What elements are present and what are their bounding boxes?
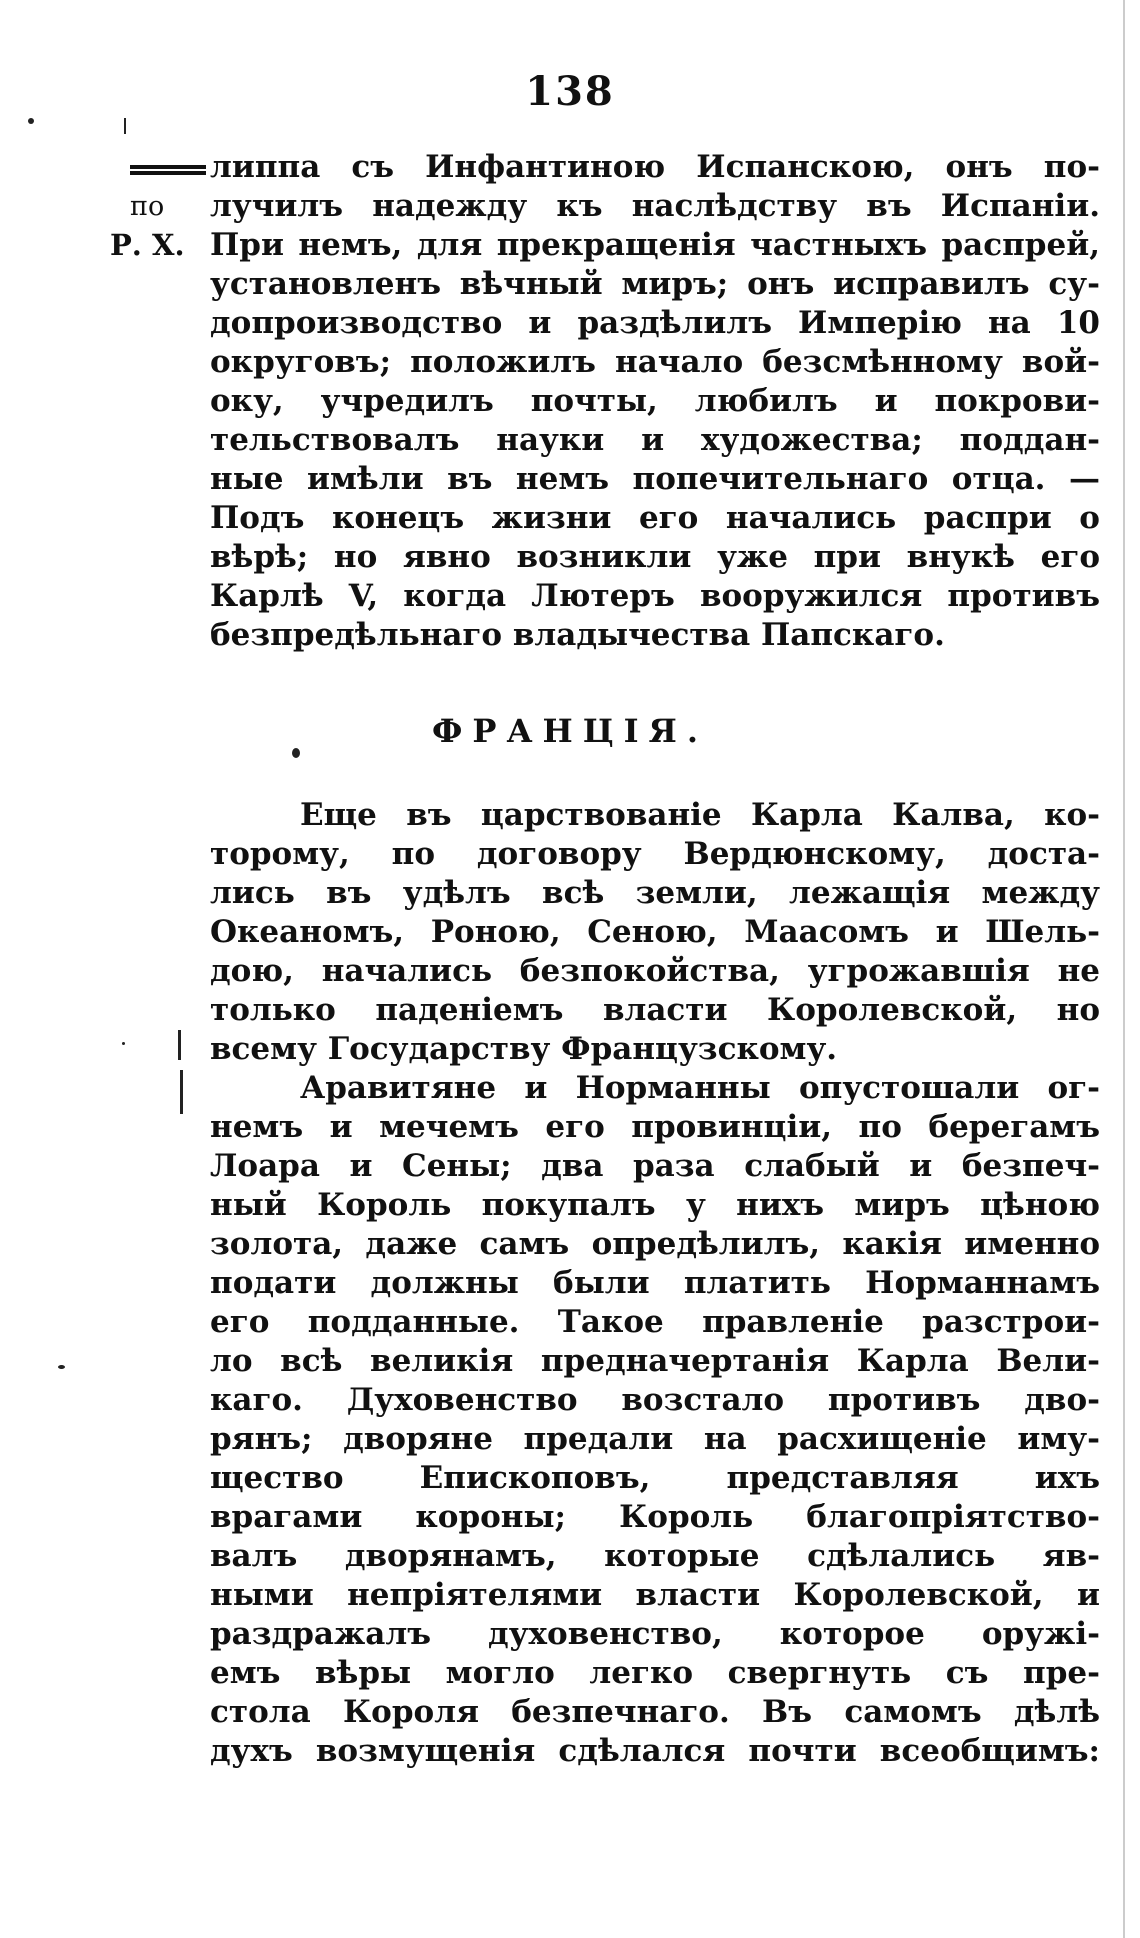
text-line: емъ вѣры могло легко свергнуть съ пре- — [210, 1655, 1100, 1691]
scan-speck — [58, 1365, 65, 1369]
margin-mark — [124, 118, 126, 134]
text-line: Океаномъ, Роною, Сеною, Маасомъ и Шель- — [210, 914, 1100, 950]
section-rule-mark — [130, 165, 206, 175]
text-line: ными непріятелями власти Королевской, и — [210, 1577, 1100, 1613]
text-line: лучилъ надежду къ наслѣдству въ Испаніи. — [210, 188, 1100, 224]
text-line: При немъ, для прекращенія частныхъ распрей, — [210, 227, 1100, 263]
text-line: установленъ вѣчный миръ; онъ исправилъ су- — [210, 266, 1100, 302]
text-line: всему Государству Французскому. — [210, 1031, 838, 1067]
text-line: допроизводство и раздѣлилъ Имперію на 10 — [210, 305, 1100, 341]
text-line: валъ дворянамъ, которые сдѣлались яв- — [210, 1538, 1100, 1574]
text-line: стола Короля безпечнаго. Въ самомъ дѣлѣ — [210, 1694, 1100, 1730]
text-line: вѣрѣ; но явно возникли уже при внукѣ его — [210, 539, 1100, 575]
text-line: липпа съ Инфантиною Испанскою, онъ по- — [210, 149, 1100, 185]
text-line: тельствовалъ науки и художества; поддан- — [210, 422, 1100, 458]
text-line: немъ и мечемъ его провинціи, по берегамъ — [210, 1109, 1100, 1145]
text-line: ный Король покупалъ у нихъ миръ цѣною — [210, 1187, 1100, 1223]
margin-note-po: по — [130, 191, 165, 222]
text-line: Карлѣ V, когда Лютеръ вооружился противъ — [210, 578, 1100, 614]
text-line: Подъ конецъ жизни его начались распри о — [210, 500, 1100, 536]
scan-speck — [28, 118, 34, 124]
text-line: торому, по договору Вердюнскому, доста- — [210, 836, 1100, 872]
text-line: ло всѣ великія предначертанія Карла Вели- — [210, 1343, 1100, 1379]
text-line: подати должны были платить Норманнамъ — [210, 1265, 1100, 1301]
text-line: Лоара и Сены; два раза слабый и безпеч- — [210, 1148, 1100, 1184]
margin-note-rh: Р. Х. — [110, 228, 185, 262]
text-line: ные имѣли въ немъ попечительнаго отца. — — [210, 461, 1100, 497]
text-line: лись въ удѣлъ всѣ земли, лежащія между — [210, 875, 1100, 911]
text-line: только паденіемъ власти Королевской, но — [210, 992, 1100, 1028]
text-line: дою, начались безпокойства, угрожавшія не — [210, 953, 1100, 989]
scan-speck — [122, 1042, 125, 1045]
margin-mark — [180, 1070, 183, 1114]
text-line: оку, учредилъ почты, любилъ и покрови- — [210, 383, 1100, 419]
scan-speck — [292, 748, 300, 758]
text-line: безпредѣльнаго владычества Папскаго. — [210, 617, 945, 653]
section-heading: ФРАНЦІЯ. — [432, 712, 708, 750]
text-line: Аравитяне и Норманны опустошали ог- — [300, 1070, 1100, 1106]
text-line: щество Епископовъ, представляя ихъ — [210, 1460, 1100, 1496]
text-line: врагами короны; Король благопріятство- — [210, 1499, 1100, 1535]
text-line: округовъ; положилъ начало безсмѣнному вой- — [210, 344, 1100, 380]
page-edge — [1123, 0, 1125, 1938]
margin-mark — [178, 1030, 181, 1060]
text-line: его подданные. Такое правленіе разстрои- — [210, 1304, 1100, 1340]
section-body — [210, 796, 1100, 1771]
page-number: 138 — [525, 68, 615, 115]
text-line: раздражалъ духовенство, которое оружі- — [210, 1616, 1100, 1652]
text-line: духъ возмущенія сдѣлался почти всеобщимъ: — [210, 1733, 1100, 1769]
text-line: Еще въ царствованіе Карла Калва, ко- — [300, 797, 1100, 833]
text-line: золота, даже самъ опредѣлилъ, какія именно — [210, 1226, 1100, 1262]
text-line: каго. Духовенство возстало противъ дво- — [210, 1382, 1100, 1418]
paragraph-continued — [210, 148, 1100, 655]
text-line: рянъ; дворяне предали на расхищеніе иму- — [210, 1421, 1100, 1457]
